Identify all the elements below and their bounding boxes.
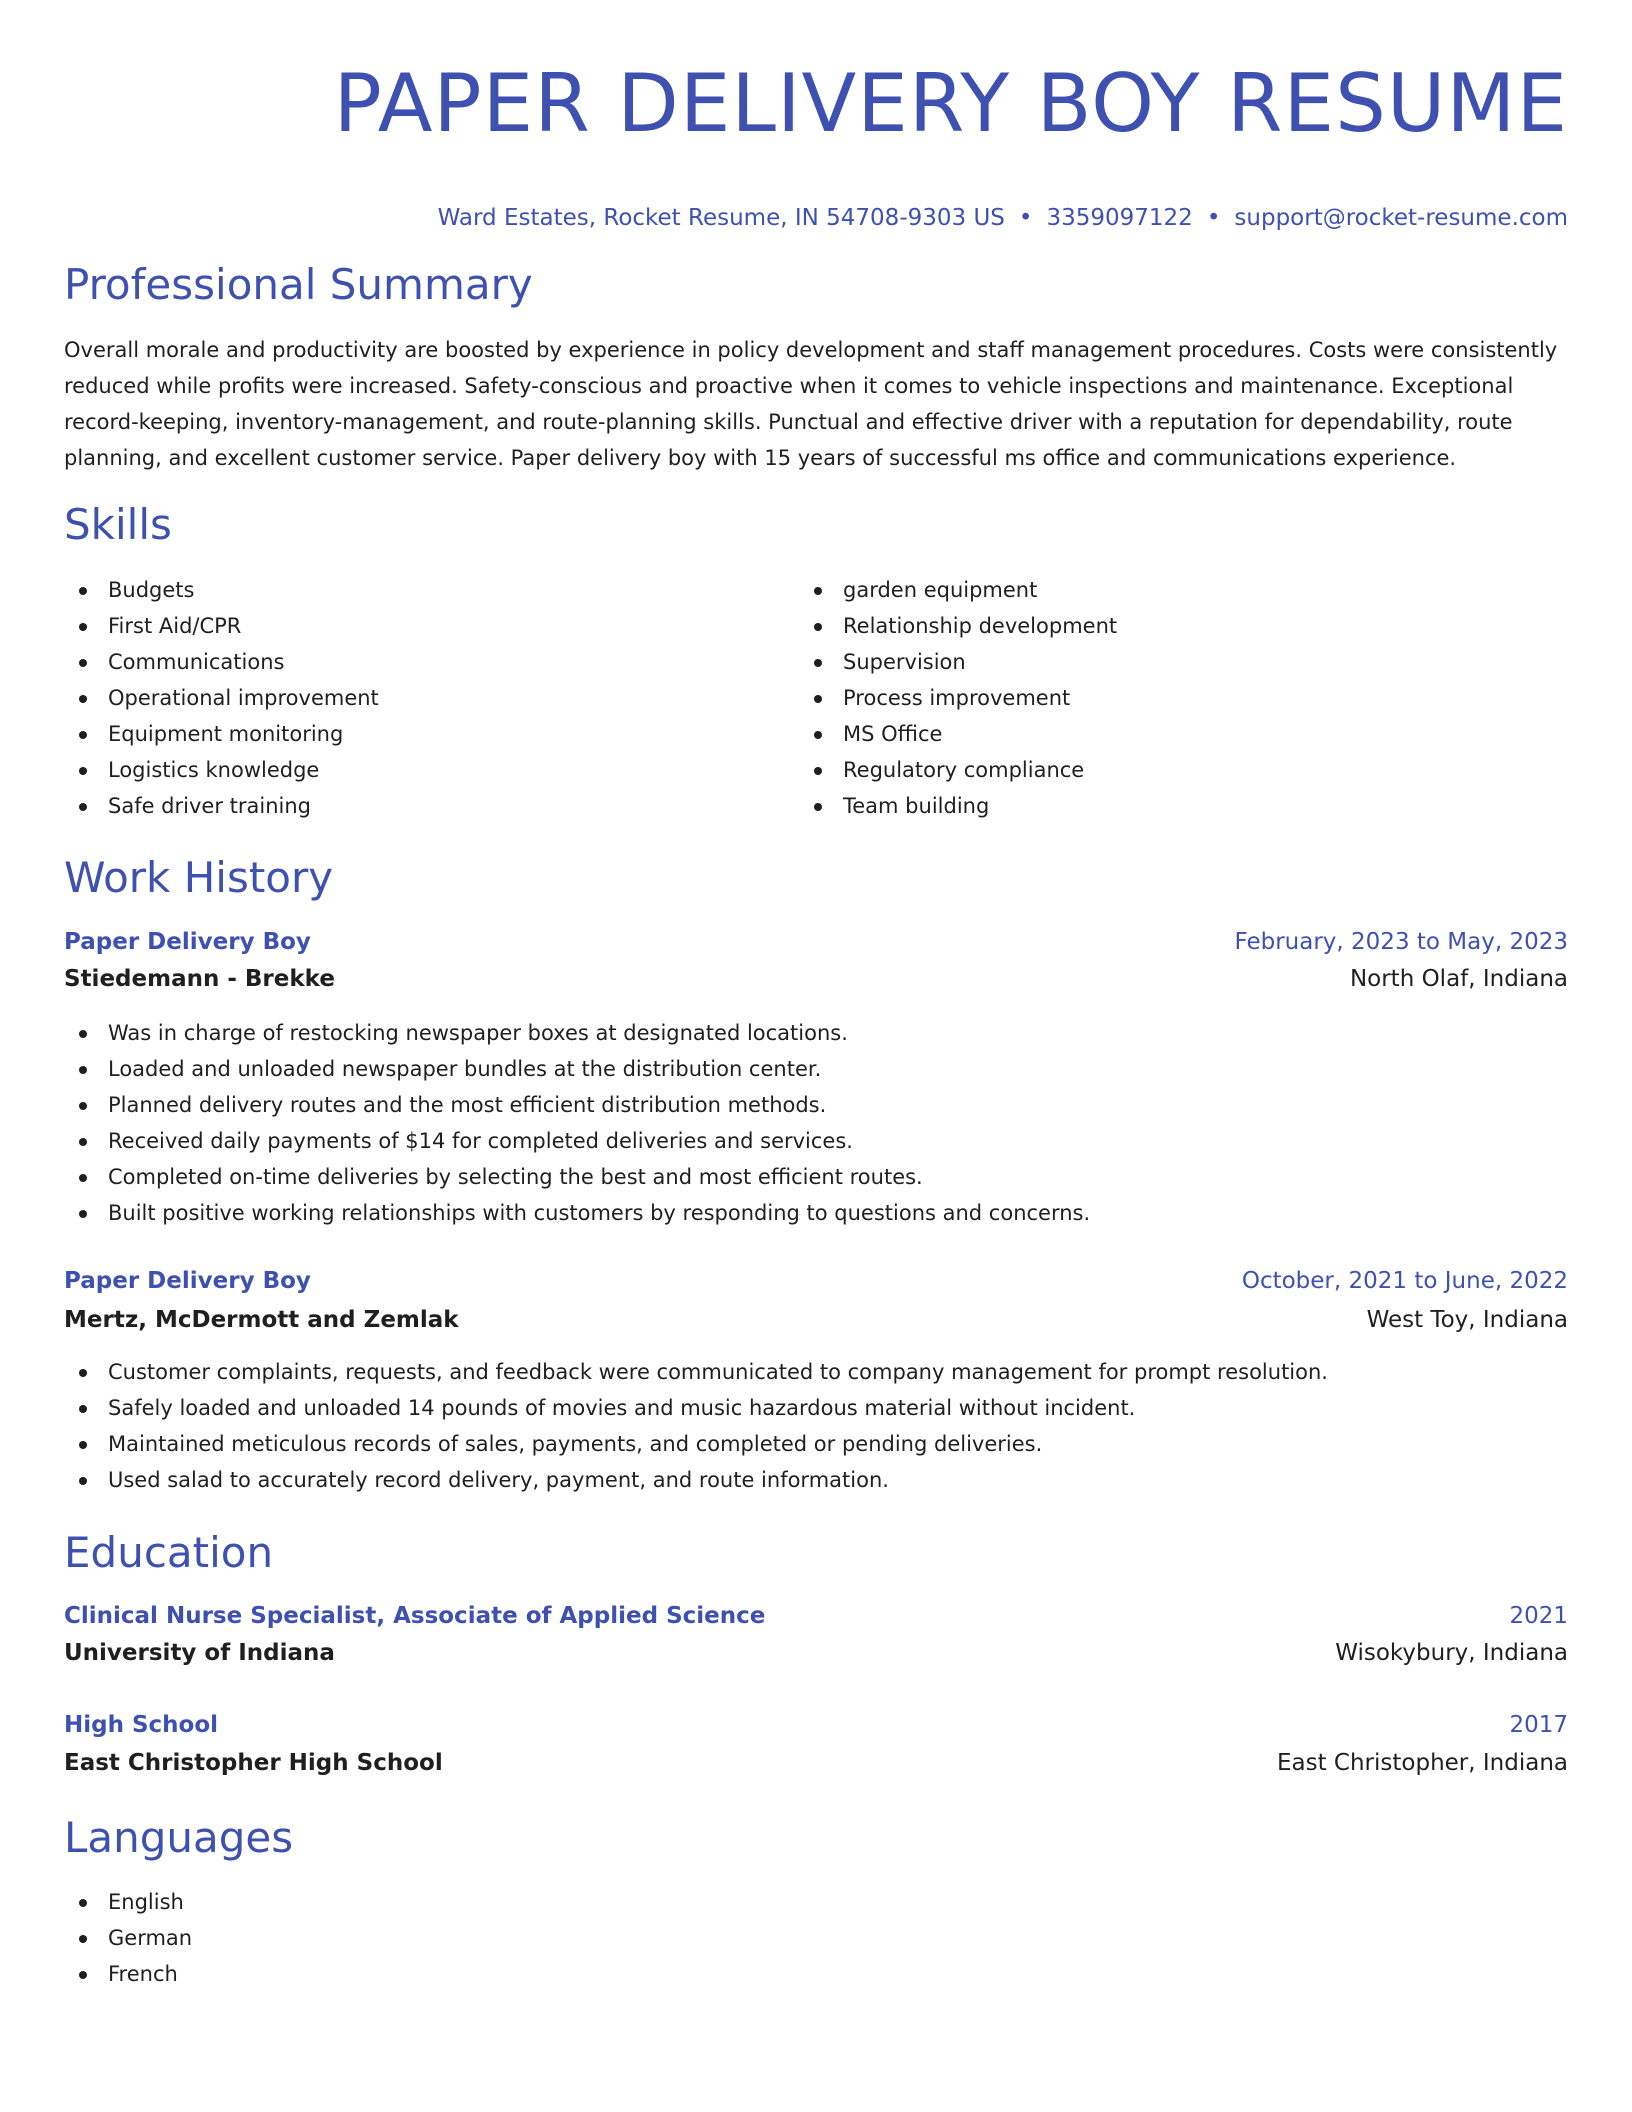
education-year: 2017 bbox=[1509, 1712, 1568, 1738]
languages-list bbox=[64, 1884, 192, 1992]
summary-heading: Professional Summary bbox=[64, 260, 533, 309]
job-bullet: Loaded and unloaded newspaper bundles at the distribution center. bbox=[64, 1051, 1090, 1087]
job-title-row bbox=[64, 1263, 1568, 1299]
job-bullet: Customer complaints, requests, and feedback were communicated to company management for prompt resolution. bbox=[64, 1354, 1328, 1390]
contact-address: Ward Estates, Rocket Resume, IN 54708-9303 US bbox=[437, 205, 1005, 231]
job-location: North Olaf, Indiana bbox=[1349, 966, 1568, 992]
skill-item: Budgets bbox=[64, 572, 379, 608]
language-item: English bbox=[64, 1884, 192, 1920]
skills-list-left bbox=[64, 572, 379, 824]
education-location: East Christopher, Indiana bbox=[1276, 1750, 1568, 1776]
skill-item: Team building bbox=[799, 788, 1117, 824]
job-company-row bbox=[64, 1302, 1568, 1338]
education-degree-row bbox=[64, 1598, 1568, 1634]
contact-phone: 3359097122 bbox=[1046, 205, 1193, 231]
job-bullet: Was in charge of restocking newspaper boxes at designated locations. bbox=[64, 1015, 1090, 1051]
skill-item: Equipment monitoring bbox=[64, 716, 379, 752]
contact-email[interactable]: support@rocket-resume.com bbox=[1234, 205, 1568, 231]
skill-item: Process improvement bbox=[799, 680, 1117, 716]
job-location: West Toy, Indiana bbox=[1366, 1307, 1568, 1333]
education-heading: Education bbox=[64, 1528, 274, 1577]
skill-item: Regulatory compliance bbox=[799, 752, 1117, 788]
job-bullet: Safely loaded and unloaded 14 pounds of movies and music hazardous material without incident. bbox=[64, 1390, 1328, 1426]
job-bullet: Received daily payments of $14 for completed deliveries and services. bbox=[64, 1123, 1090, 1159]
job-bullets bbox=[64, 1354, 1328, 1498]
skill-item: Relationship development bbox=[799, 608, 1117, 644]
skill-item: Operational improvement bbox=[64, 680, 379, 716]
education-school-row bbox=[64, 1745, 1568, 1781]
job-title: Paper Delivery Boy bbox=[64, 1268, 311, 1294]
work-history-heading: Work History bbox=[64, 853, 334, 902]
job-title: Paper Delivery Boy bbox=[64, 929, 311, 955]
education-school: East Christopher High School bbox=[64, 1750, 443, 1776]
language-item: French bbox=[64, 1956, 192, 1992]
job-dates: February, 2023 to May, 2023 bbox=[1234, 929, 1568, 955]
skill-item: Logistics knowledge bbox=[64, 752, 379, 788]
contact-separator: • bbox=[1206, 205, 1221, 231]
contact-line bbox=[64, 202, 1568, 234]
education-school: University of Indiana bbox=[64, 1640, 335, 1666]
skill-item: garden equipment bbox=[799, 572, 1117, 608]
job-company-row bbox=[64, 961, 1568, 997]
education-degree: Clinical Nurse Specialist, Associate of Applied Science bbox=[64, 1603, 766, 1629]
skill-item: Supervision bbox=[799, 644, 1117, 680]
skills-list-right bbox=[799, 572, 1117, 824]
education-degree-row bbox=[64, 1707, 1568, 1743]
contact-separator: • bbox=[1018, 205, 1033, 231]
skill-item: Communications bbox=[64, 644, 379, 680]
job-bullet: Planned delivery routes and the most efficient distribution methods. bbox=[64, 1087, 1090, 1123]
skill-item: Safe driver training bbox=[64, 788, 379, 824]
resume-header bbox=[64, 46, 1568, 234]
language-item: German bbox=[64, 1920, 192, 1956]
languages-heading: Languages bbox=[64, 1813, 294, 1862]
education-degree: High School bbox=[64, 1712, 219, 1738]
job-company: Stiedemann - Brekke bbox=[64, 966, 335, 992]
job-bullet: Used salad to accurately record delivery, payment, and route information. bbox=[64, 1462, 1328, 1498]
job-bullets bbox=[64, 1015, 1090, 1231]
job-company: Mertz, McDermott and Zemlak bbox=[64, 1307, 459, 1333]
job-bullet: Built positive working relationships with customers by responding to questions and concerns. bbox=[64, 1195, 1090, 1231]
skill-item: First Aid/CPR bbox=[64, 608, 379, 644]
job-bullet: Maintained meticulous records of sales, payments, and completed or pending deliveries. bbox=[64, 1426, 1328, 1462]
skill-item: MS Office bbox=[799, 716, 1117, 752]
job-bullet: Completed on-time deliveries by selecting the best and most efficient routes. bbox=[64, 1159, 1090, 1195]
summary-text: Overall morale and productivity are boosted by experience in policy development and staff management procedures. Costs were consistently reduced while profits were increased. Safety-conscious and proactive when it comes to vehicle inspections and maintenance. Exceptional record-keeping, inventory-management, and route-planning skills. Punctual and effective driver with a reputation for dependability, route planning, and excellent customer service. Paper delivery boy with 15 years of successful ms office and communications experience. bbox=[64, 338, 1558, 470]
education-location: Wisokybury, Indiana bbox=[1335, 1640, 1568, 1666]
skills-heading: Skills bbox=[64, 500, 172, 549]
education-year: 2021 bbox=[1509, 1603, 1568, 1629]
job-dates: October, 2021 to June, 2022 bbox=[1241, 1268, 1568, 1294]
job-title-row bbox=[64, 924, 1568, 960]
education-school-row bbox=[64, 1635, 1568, 1671]
resume-title: PAPER DELIVERY BOY RESUME bbox=[333, 57, 1568, 150]
